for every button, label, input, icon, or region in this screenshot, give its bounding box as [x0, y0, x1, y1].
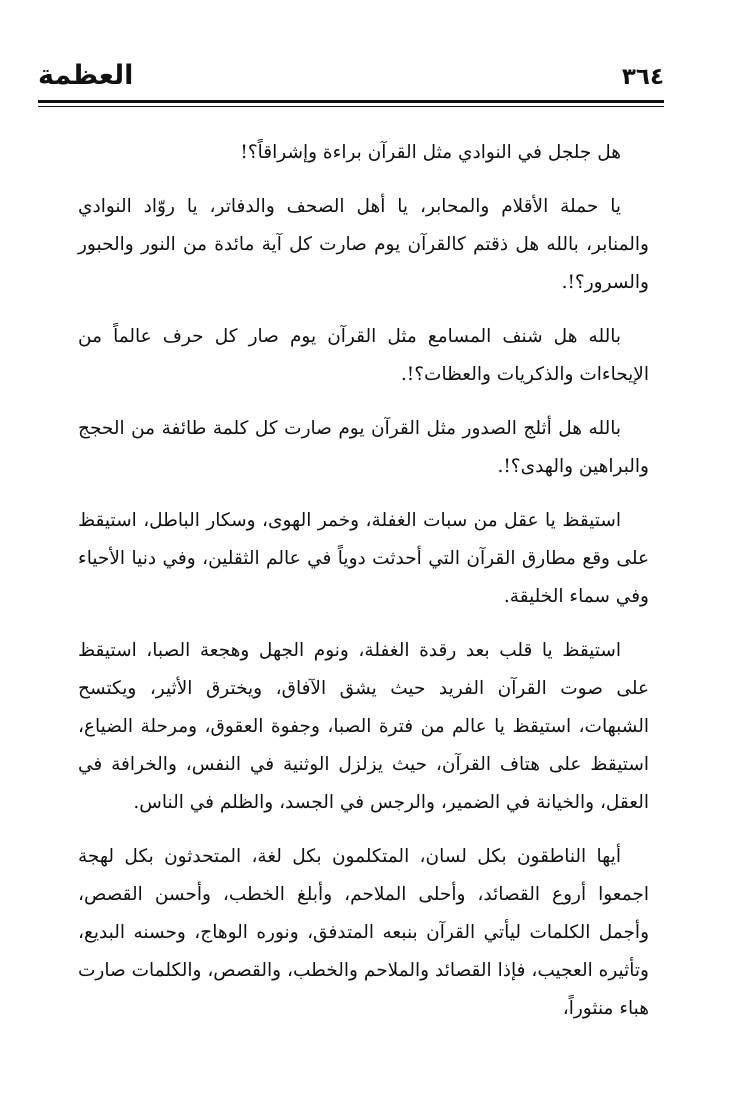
- paragraph: استيقظ يا عقل من سبات الغفلة، وخمر الهوى، وسكار الباطل، استيقظ على وقع مطارق القرآن التي أحدثت دوياً في عالم الثقلين، وفي دنيا الأحياء وفي سماء الخليقة.: [78, 510, 649, 607]
- body-text: [78, 134, 649, 1044]
- header-rule-thick: [38, 100, 664, 103]
- page-header: [38, 62, 664, 102]
- paragraph: بالله هل أثلج الصدور مثل القرآن يوم صارت كل كلمة طائفة من الحجج والبراهين والهدى؟!.: [78, 418, 649, 477]
- header-rule-thin: [38, 106, 664, 107]
- paragraph: استيقظ يا قلب بعد رقدة الغفلة، ونوم الجهل وهجعة الصبا، استيقظ على صوت القرآن الفريد حيث يشق الآفاق، ويخترق الأثير، ويكتسح الشبهات، استيقظ يا عالم من فترة الصبا، وجفوة العقوق، ومرحلة الضياع، استيقظ على هتاف القرآن، حيث يزلزل الوثنية في النفس، والخرافة في العقل، والخيانة في الضمير، والرجس في الجسد، والظلم في الناس.: [78, 640, 649, 813]
- page-number: ٣٦٤: [621, 64, 664, 90]
- paragraph: أيها الناطقون بكل لسان، المتكلمون بكل لغة، المتحدثون بكل لهجة اجمعوا أروع القصائد، وأحلى الملاحم، وأبلغ الخطب، وأحسن القصص، وأجمل الكلمات ليأتي القرآن بنبعه المتدفق، ونوره الوهاج، وحسنه البديع، وتأثيره العجيب، فإذا القصائد والملاحم والخطب، والقصص، والكلمات صارت هباء منثوراً،: [78, 846, 649, 1019]
- paragraph: يا حملة الأقلام والمحابر، يا أهل الصحف والدفاتر، يا روّاد النوادي والمنابر، بالله هل ذقتم كالقرآن يوم صارت كل آية مائدة من النور والحبور والسرور؟!.: [78, 196, 649, 293]
- book-title: العظمة: [38, 60, 134, 91]
- paragraph: هل جلجل في النوادي مثل القرآن براءة وإشراقاً؟!: [240, 142, 621, 163]
- paragraph: بالله هل شنف المسامع مثل القرآن يوم صار كل حرف عالماً من الإيحاءات والذكريات والعظات؟!.: [78, 326, 649, 385]
